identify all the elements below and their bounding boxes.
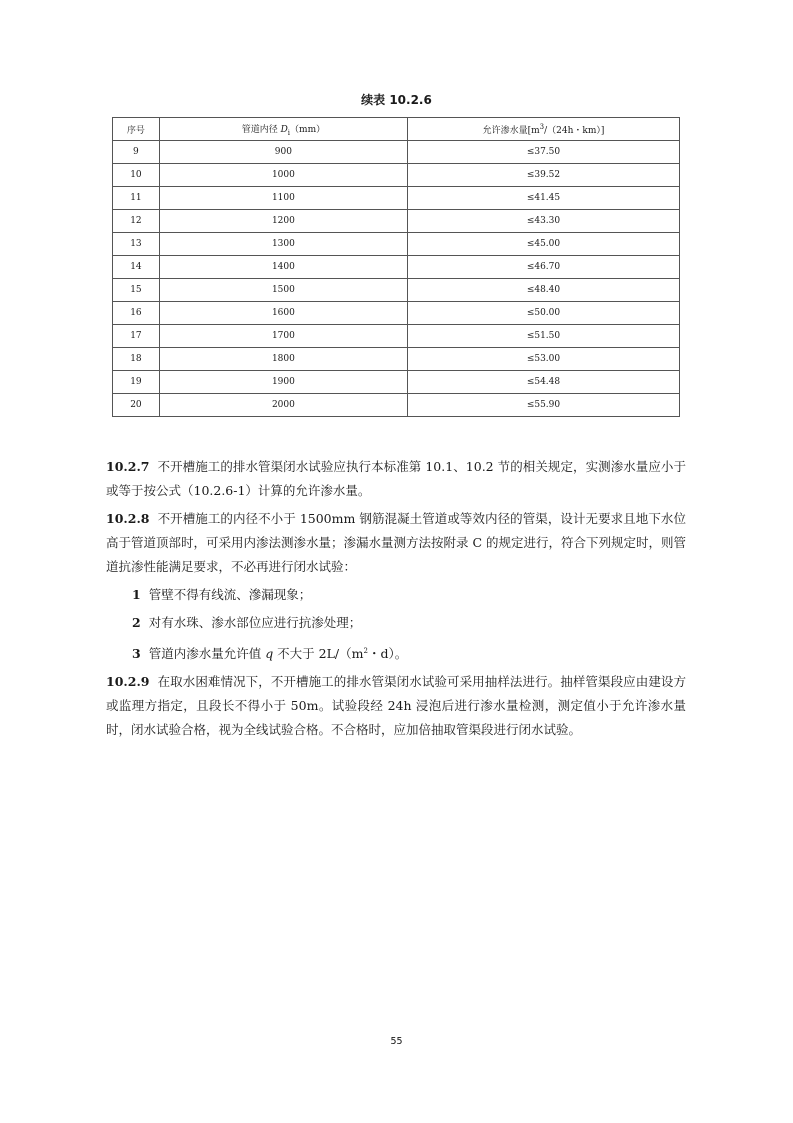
- clause-item-3: [106, 639, 686, 666]
- clauses: [106, 455, 686, 746]
- item-number: 2: [132, 615, 141, 630]
- clause-text: 在取水困难情况下，不开槽施工的排水管渠闭水试验可采用抽样法进行。抽样管渠段应由建设方或监理方指定，且段长不得小于 50m。试验段经 24h 浸泡后进行渗水量检测，测定值小于允许渗水量时，闭水试验合格，视为全线试验合格。不合格时，应加倍抽取管渠段进行闭水试验。: [106, 674, 686, 738]
- cell-diameter: 1900: [159, 371, 407, 394]
- cell-seq: 16: [113, 302, 160, 325]
- table-row: [113, 256, 680, 279]
- cell-seq: 14: [113, 256, 160, 279]
- table-row: [113, 394, 680, 417]
- item-text: 管壁不得有线流、滲漏现象；: [148, 587, 312, 602]
- leakage-table: [112, 117, 680, 417]
- table-row: [113, 141, 680, 164]
- cell-seq: 20: [113, 394, 160, 417]
- clause-number: 10.2.7: [106, 459, 150, 474]
- cell-diameter: 2000: [159, 394, 407, 417]
- table-row: [113, 279, 680, 302]
- table-row: [113, 187, 680, 210]
- item-text: 对有水珠、渗水部位应进行抗渗处理；: [148, 615, 362, 630]
- cell-diameter: 1500: [159, 279, 407, 302]
- cell-allowable: ≤46.70: [407, 256, 679, 279]
- clause-text: 不开槽施工的内径不小于 1500mm 钢筋混凝土管道或等效内径的管渠，设计无要求且地下水位高于管道顶部时，可采用内渗法测渗水量；渗漏水量测方法按附录 C 的规定进行，符合下列规定时，则管道抗渗性能满足要求，不必再进行闭水试验：: [106, 511, 687, 574]
- cell-seq: 18: [113, 348, 160, 371]
- cell-allowable: ≤53.00: [407, 348, 679, 371]
- cell-allowable: ≤55.90: [407, 394, 679, 417]
- table-body: [113, 141, 680, 417]
- cell-diameter: 1600: [159, 302, 407, 325]
- clause-10-2-9: [106, 670, 686, 742]
- table-row: [113, 233, 680, 256]
- cell-diameter: 1300: [159, 233, 407, 256]
- cell-seq: 10: [113, 164, 160, 187]
- item-number: 3: [132, 646, 141, 662]
- cell-diameter: 1700: [159, 325, 407, 348]
- cell-seq: 11: [113, 187, 160, 210]
- item-number: 1: [132, 587, 141, 602]
- clause-10-2-8: [106, 507, 686, 579]
- table-row: [113, 210, 680, 233]
- cell-allowable: ≤37.50: [407, 141, 679, 164]
- cell-seq: 12: [113, 210, 160, 233]
- header-seq: 序号: [113, 118, 160, 141]
- table-row: [113, 348, 680, 371]
- cell-allowable: ≤50.00: [407, 302, 679, 325]
- cell-diameter: 1400: [159, 256, 407, 279]
- cell-allowable: ≤51.50: [407, 325, 679, 348]
- item-text: 管道内渗水量允许值 q 不大于 $2L/(m^2$・d）。: [148, 646, 408, 662]
- page-number: 55: [390, 1036, 403, 1047]
- cell-diameter: 1000: [159, 164, 407, 187]
- cell-seq: 19: [113, 371, 160, 394]
- cell-allowable: ≤39.52: [407, 164, 679, 187]
- clause-item-1: [106, 583, 686, 607]
- clause-number: 10.2.8: [106, 511, 150, 526]
- cell-seq: 15: [113, 279, 160, 302]
- clause-text: 不开槽施工的排水管渠闭水试验应执行本标准第 10.1、10.2 节的相关规定，实测渗水量应小于或等于按公式（10.2.6-1）计算的允许渗水量。: [106, 459, 686, 498]
- table-row: [113, 325, 680, 348]
- table-row: [113, 164, 680, 187]
- cell-diameter: 1200: [159, 210, 407, 233]
- cell-allowable: ≤48.40: [407, 279, 679, 302]
- table-header-row: [113, 118, 680, 141]
- cell-seq: 17: [113, 325, 160, 348]
- header-diameter: 管道内径 $D_i(mm)$: [159, 118, 407, 141]
- cell-allowable: ≤54.48: [407, 371, 679, 394]
- cell-seq: 13: [113, 233, 160, 256]
- table-row: [113, 371, 680, 394]
- cell-seq: 9: [113, 141, 160, 164]
- cell-allowable: ≤45.00: [407, 233, 679, 256]
- clause-number: 10.2.9: [106, 674, 150, 690]
- cell-allowable: ≤41.45: [407, 187, 679, 210]
- cell-allowable: ≤43.30: [407, 210, 679, 233]
- table-caption: 续表 10.2.6: [361, 93, 432, 107]
- clause-item-2: [106, 611, 686, 635]
- cell-diameter: 900: [159, 141, 407, 164]
- clause-10-2-7: [106, 455, 686, 503]
- table-row: [113, 302, 680, 325]
- cell-diameter: 1800: [159, 348, 407, 371]
- cell-diameter: 1100: [159, 187, 407, 210]
- header-allowable: 允许渗水量[$m^3/(24h$・km）]: [407, 118, 679, 141]
